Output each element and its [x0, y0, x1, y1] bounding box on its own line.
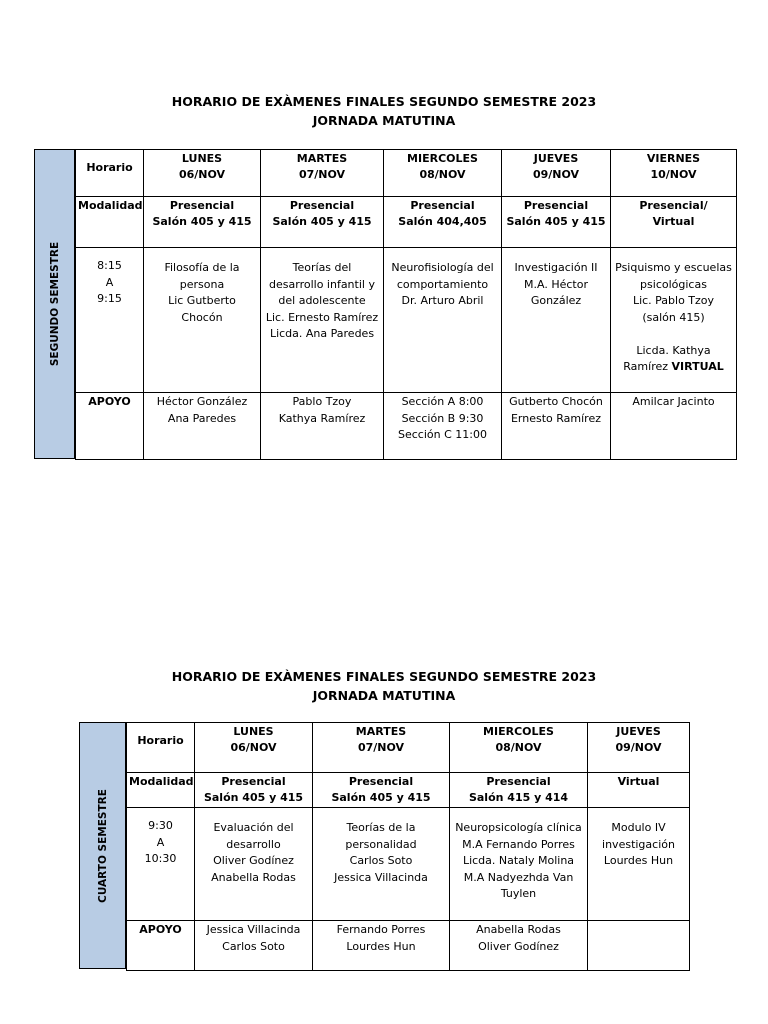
section1-title-line2: JORNADA MATUTINA: [312, 113, 456, 128]
modalidad-cell-line: Presencial: [221, 775, 286, 788]
modalidad-cell-line: Salón 405 y 415: [203, 791, 304, 804]
modalidad-cell-line: Salón 415 y 414: [468, 791, 569, 804]
exam-cell-line: personalidad: [345, 837, 417, 851]
apoyo-cell-line: Sección A 8:00: [401, 395, 484, 408]
apoyo-cell-line: Ernesto Ramírez: [510, 411, 602, 425]
modalidad-cell: [384, 197, 502, 248]
day-header-martes: [313, 723, 450, 773]
day-date: 10/NOV: [650, 168, 697, 181]
apoyo-cell-line: Amilcar Jacinto: [632, 395, 715, 408]
day-name: VIERNES: [646, 152, 701, 165]
exam-cell-line: [613, 326, 734, 343]
exam-cell: [450, 808, 588, 921]
apoyo-cell: [588, 921, 690, 971]
time-range-line: 8:15: [97, 259, 122, 272]
apoyo-cell: [450, 921, 588, 971]
day-header-jueves: [502, 150, 611, 197]
apoyo-cell-line: Lourdes Hun: [346, 939, 416, 953]
apoyo-cell: [195, 921, 313, 971]
apoyo-row: [76, 393, 737, 460]
day-date: 08/NOV: [419, 168, 466, 181]
day-date: 08/NOV: [495, 741, 542, 754]
modalidad-cell: [611, 197, 737, 248]
section1-side-label: SEGUNDO SEMESTRE: [34, 149, 75, 459]
day-name: LUNES: [233, 725, 274, 738]
exam-cell-line: [613, 359, 734, 376]
exam-cell: [502, 248, 611, 393]
exam-cell-line: Lic. Ernesto Ramírez: [265, 310, 379, 324]
exam-cell-line: Lic. Pablo Tzoy: [632, 294, 715, 307]
modalidad-cell: [588, 773, 690, 808]
modalidad-cell-line: Salón 405 y 415: [331, 791, 431, 804]
section2-title-line2: JORNADA MATUTINA: [312, 688, 456, 703]
exam-cell: [588, 808, 690, 921]
exam-cell-line: Teorías del: [292, 261, 352, 274]
day-name: MARTES: [296, 152, 348, 165]
modalidad-cell-line: Presencial: [289, 199, 355, 212]
exam-cell-line: Licda. Nataly Molina: [462, 854, 575, 867]
section2-table: [126, 722, 690, 971]
section1-title-line1: HORARIO DE EXÀMENES FINALES SEGUNDO SEMESTRE 2023: [171, 94, 597, 109]
exam-cell-line: desarrollo: [226, 837, 281, 851]
modalidad-cell-line: Salón 405 y 415: [272, 215, 372, 228]
modalidad-cell: [502, 197, 611, 248]
exam-cell-line: Anabella Rodas: [211, 870, 296, 884]
modalidad-cell: [144, 197, 261, 248]
apoyo-cell-line: Jessica Villacinda: [206, 923, 301, 936]
exam-cell-line: Dr. Arturo Abril: [401, 294, 484, 307]
exam-cell-line: (salón 415): [642, 310, 705, 324]
modalidad-cell-line: Virtual: [617, 775, 660, 788]
exam-row: [127, 808, 690, 921]
day-name: MIERCOLES: [407, 152, 478, 165]
time-range-line: A: [156, 835, 165, 849]
exam-cell-line: M.A Fernando Porres: [462, 837, 575, 851]
modalidad-cell-line: Salón 404,405: [398, 215, 487, 228]
modalidad-label: Modalidad: [76, 197, 144, 248]
modalidad-cell-line: Presencial: [410, 199, 475, 212]
time-range-line: 10:30: [144, 852, 177, 865]
section2-title-line1: HORARIO DE EXÀMENES FINALES SEGUNDO SEMESTRE 2023: [171, 669, 597, 684]
virtual-flag: VIRTUAL: [671, 360, 724, 373]
apoyo-cell-line: Ana Paredes: [167, 411, 237, 425]
exam-cell-line: Neurofisiología del: [391, 261, 494, 274]
exam-cell-line: M.A Nadyezhda Van: [463, 870, 574, 884]
exam-note-prefix: Ramírez: [623, 360, 672, 373]
modalidad-cell-line: Presencial/: [639, 199, 708, 212]
modalidad-cell-line: Salón 405 y 415: [152, 215, 252, 228]
apoyo-cell-line: Sección C 11:00: [398, 428, 487, 441]
exam-cell: [195, 808, 313, 921]
header-row: [76, 150, 737, 197]
day-header-lunes: [195, 723, 313, 773]
exam-cell: [261, 248, 384, 393]
exam-cell-line: Filosofía de la: [164, 261, 240, 274]
exam-cell: [144, 248, 261, 393]
day-date: 06/NOV: [178, 168, 226, 181]
exam-cell-line: Carlos Soto: [349, 854, 413, 867]
section2-side-label: CUARTO SEMESTRE: [79, 722, 126, 969]
apoyo-label: APOYO: [127, 921, 195, 971]
modalidad-row: [76, 197, 737, 248]
day-date: 09/NOV: [532, 168, 580, 181]
modalidad-cell-line: Virtual: [652, 215, 695, 228]
modalidad-row: [127, 773, 690, 808]
apoyo-cell: [313, 921, 450, 971]
exam-cell-line: Psiquismo y escuelas: [615, 261, 732, 274]
exam-cell-line: del adolescente: [278, 294, 366, 307]
exam-cell-line: Lic Gutberto: [168, 294, 236, 307]
exam-cell-line: Teorías de la: [346, 821, 416, 834]
modalidad-label: Modalidad: [127, 773, 195, 808]
exam-cell-line: Lourdes Hun: [603, 854, 674, 867]
day-date: 06/NOV: [230, 741, 277, 754]
section1-table: [75, 149, 737, 460]
day-header-viernes: [611, 150, 737, 197]
header-row: [127, 723, 690, 773]
modalidad-cell: [450, 773, 588, 808]
exam-cell-line: comportamiento: [396, 277, 489, 291]
modalidad-cell: [313, 773, 450, 808]
exam-cell-line: Oliver Godínez: [213, 854, 294, 867]
modalidad-cell-line: Presencial: [348, 775, 414, 788]
time-range: [127, 808, 195, 921]
exam-cell-line: Licda. Kathya: [636, 343, 711, 357]
exam-cell: [611, 248, 737, 393]
time-range-line: 9:30: [148, 819, 173, 832]
modalidad-cell-line: Salón 405 y 415: [506, 215, 606, 228]
exam-cell-line: Jessica Villacinda: [334, 870, 428, 884]
apoyo-row: [127, 921, 690, 971]
day-date: 09/NOV: [615, 741, 662, 754]
day-header-martes: [261, 150, 384, 197]
modalidad-cell: [195, 773, 313, 808]
day-date: 07/NOV: [298, 168, 346, 181]
exam-cell-line: Chocón: [181, 310, 223, 324]
day-header-miercoles: [384, 150, 502, 197]
time-range-line: A: [105, 275, 114, 289]
horario-label: Horario: [76, 150, 144, 197]
apoyo-cell: [384, 393, 502, 460]
exam-cell-line: Evaluación del: [213, 821, 294, 834]
apoyo-cell-line: Gutberto Chocón: [509, 395, 603, 408]
apoyo-cell-line: Sección B 9:30: [401, 411, 484, 425]
day-name: MARTES: [355, 725, 407, 738]
day-name: LUNES: [181, 152, 223, 165]
apoyo-cell-line: Carlos Soto: [222, 939, 285, 953]
apoyo-cell-line: Kathya Ramírez: [278, 411, 366, 425]
apoyo-cell: [261, 393, 384, 460]
day-name: JUEVES: [616, 725, 661, 738]
exam-cell-line: persona: [179, 277, 225, 291]
day-header-lunes: [144, 150, 261, 197]
apoyo-cell-line: Oliver Godínez: [478, 939, 559, 953]
modalidad-cell-line: Presencial: [169, 199, 235, 212]
exam-cell-line: Neuropsicología clínica: [455, 821, 582, 834]
exam-cell-line: psicológicas: [640, 277, 707, 291]
exam-row: [76, 248, 737, 393]
exam-cell-line: Modulo IV: [611, 821, 666, 834]
apoyo-cell: [611, 393, 737, 460]
exam-cell-line: M.A. Héctor: [524, 277, 588, 291]
day-header-jueves: [588, 723, 690, 773]
horario-label: Horario: [127, 723, 195, 773]
day-name: JUEVES: [533, 152, 579, 165]
exam-cell-line: investigación: [602, 837, 675, 851]
day-date: 07/NOV: [357, 741, 405, 754]
modalidad-cell-line: Presencial: [486, 775, 551, 788]
exam-cell-line: desarrollo infantil y: [269, 277, 375, 291]
apoyo-cell-line: Pablo Tzoy: [292, 395, 352, 408]
time-range-line: 9:15: [97, 292, 122, 305]
exam-cell-line: Investigación II: [514, 261, 598, 274]
apoyo-cell-line: Fernando Porres: [336, 923, 426, 936]
modalidad-cell-line: Presencial: [523, 199, 589, 212]
apoyo-cell: [144, 393, 261, 460]
modalidad-cell: [261, 197, 384, 248]
exam-cell-line: González: [530, 294, 582, 307]
time-range: [76, 248, 144, 393]
exam-cell: [384, 248, 502, 393]
exam-cell-line: Licda. Ana Paredes: [269, 327, 375, 340]
apoyo-cell-line: Anabella Rodas: [476, 923, 561, 936]
day-header-miercoles: [450, 723, 588, 773]
day-name: MIERCOLES: [483, 725, 554, 738]
exam-cell: [313, 808, 450, 921]
apoyo-label: APOYO: [76, 393, 144, 460]
exam-cell-line: Tuylen: [500, 887, 537, 900]
apoyo-cell: [502, 393, 611, 460]
apoyo-cell-line: Héctor González: [156, 395, 248, 408]
